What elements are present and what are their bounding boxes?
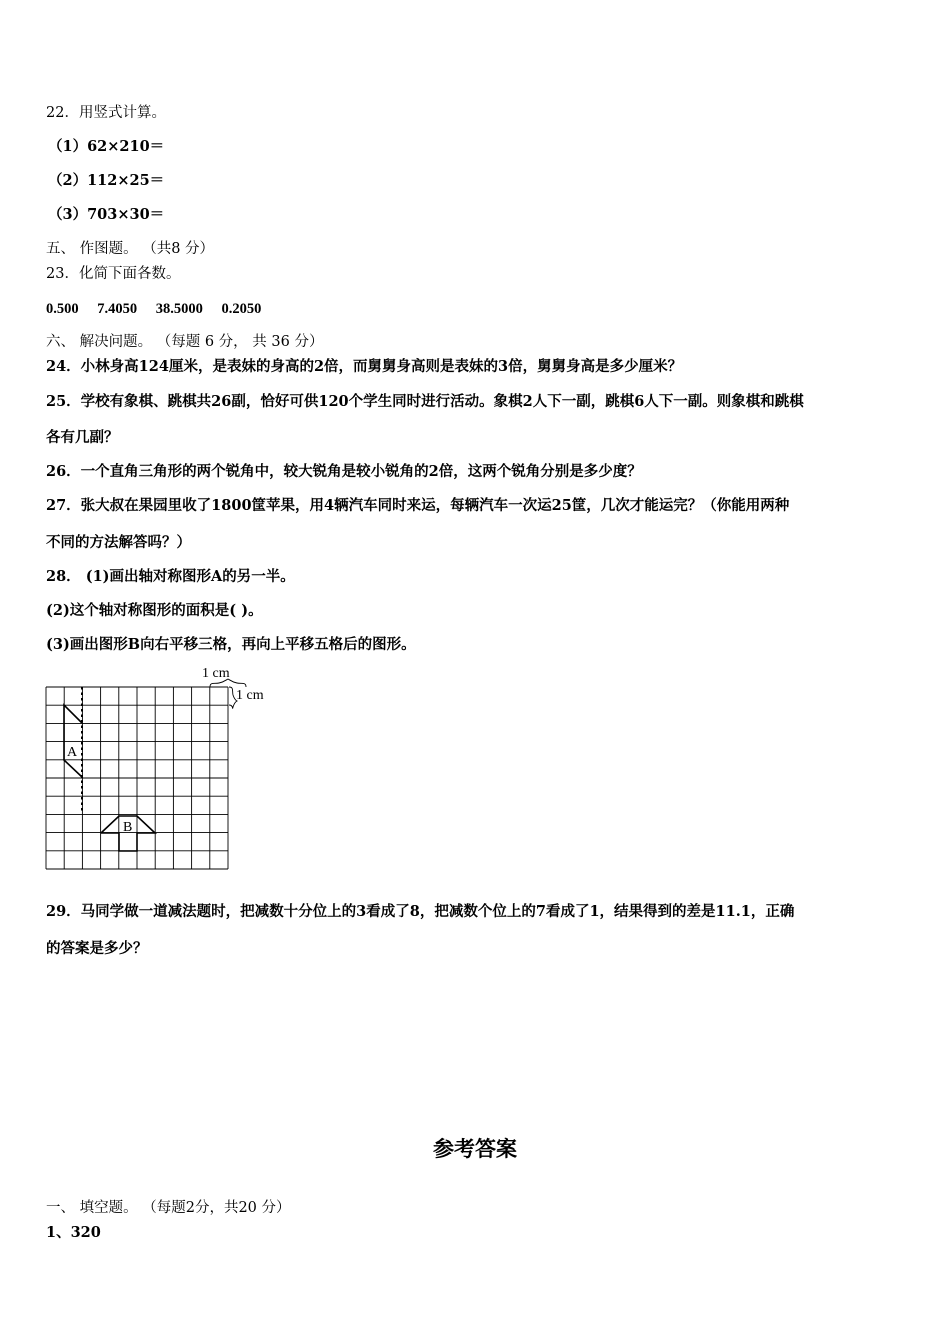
q29-line-2: 的答案是多少？ [46, 940, 148, 957]
answers-section-1-heading: 一、 填空题。 （每题2分，共20 分） [46, 1200, 291, 1216]
q25-line-2: 各有几副？ [46, 429, 119, 446]
q27-line-1: 27．张大叔在果园里收了1800筐苹果，用4辆汽车同时来运，每辆汽车一次运25筐，几次才能运完？（你能用两种 [46, 497, 790, 514]
q23-number: 7.4050 [97, 301, 138, 317]
section-5-heading: 五、 作图题。 （共8 分） [46, 241, 215, 257]
q23-number: 0.500 [46, 301, 79, 317]
q24-text: 24．小林身高124厘米，是表妹的身高的2倍，而舅舅身高则是表妹的3倍，舅舅身高是多少厘米？ [46, 358, 683, 375]
unit-label-horizontal: 1 cm [202, 666, 230, 681]
q22-item-3: （3）703×30＝ [48, 206, 165, 223]
q29-line-1: 29．马同学做一道减法题时，把减数十分位上的3看成了8，把减数个位上的7看成了1，结果得到的差是11.1，正确 [46, 903, 795, 920]
q26-text: 26．一个直角三角形的两个锐角中，较大锐角是较小锐角的2倍，这两个锐角分别是多少度？ [46, 463, 642, 480]
shape-a-label: A [67, 745, 78, 760]
q22-title: 22．用竖式计算。 [46, 105, 166, 121]
q28-part-1: 28． (1)画出轴对称图形A的另一半。 [46, 568, 295, 585]
q28-part-3: (3)画出图形B向右平移三格，再向上平移五格后的图形。 [46, 636, 416, 653]
section-6-heading: 六、 解决问题。 （每题 6 分， 共 36 分） [46, 334, 324, 350]
shape-b-label: B [123, 820, 133, 835]
q23-title: 23．化简下面各数。 [46, 266, 181, 282]
q22-item-2: （2）112×25＝ [48, 172, 165, 189]
unit-label-vertical: 1 cm [236, 688, 264, 703]
q27-line-2: 不同的方法解答吗？） [46, 534, 191, 551]
q23-numbers [46, 299, 275, 319]
q23-number: 0.2050 [221, 301, 262, 317]
q22-item-1: （1）62×210＝ [48, 138, 165, 155]
q28-part-2: (2)这个轴对称图形的面积是( )。 [46, 602, 263, 619]
shape-a-half [64, 705, 82, 777]
q28-grid-figure [40, 660, 290, 875]
answer-1: 1、320 [46, 1224, 101, 1241]
answers-title: 参考答案 [433, 1137, 517, 1161]
q23-number: 38.5000 [155, 301, 203, 317]
q25-line-1: 25．学校有象棋、跳棋共26副，恰好可供120个学生同时进行活动。象棋2人下一副，跳棋6人下一副。则象棋和跳棋 [46, 393, 804, 410]
